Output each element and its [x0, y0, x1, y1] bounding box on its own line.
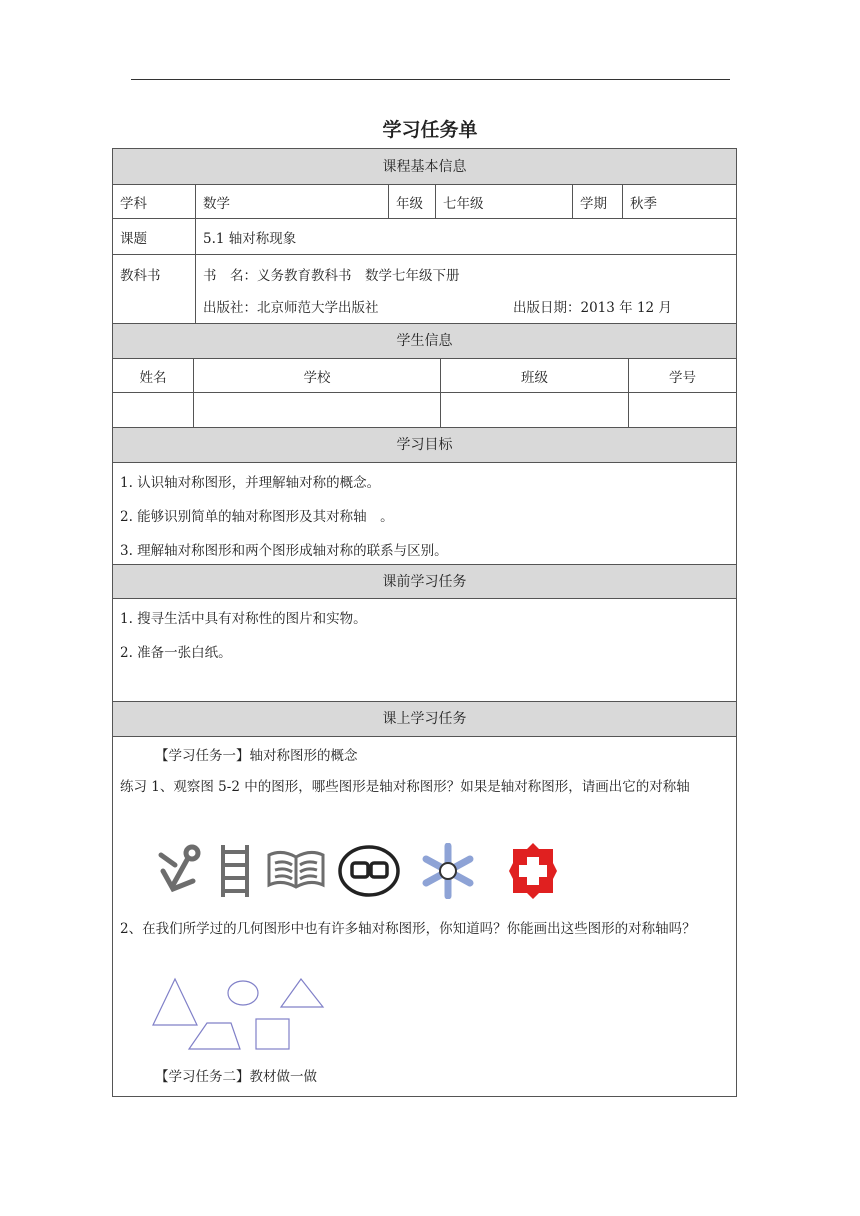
textbook-publish-date: 出版日期：2013 年 12 月 — [513, 300, 672, 316]
pre-class-header-text: 课前学习任务 — [382, 574, 467, 590]
red-cross-icon — [509, 843, 557, 899]
open-book-icon — [269, 852, 323, 887]
topic-label: 课题 — [113, 219, 196, 254]
pre-class-header — [113, 565, 736, 599]
column-student-id: 学号 — [669, 369, 696, 386]
student-info-header-text: 学生信息 — [396, 333, 453, 349]
symmetry-figures — [157, 843, 557, 899]
course-info-header — [113, 149, 736, 185]
subject-value: 数学 — [196, 185, 389, 218]
trapezoid-shape — [189, 1023, 240, 1049]
school-field[interactable] — [194, 393, 441, 427]
grade-value: 七年级 — [436, 185, 573, 218]
exercise1-text: 练习 1、观察图 5-2 中的图形，哪些图形是轴对称图形？如果是轴对称图形，请画出它的对称轴 — [120, 779, 690, 795]
subject-row — [113, 185, 736, 219]
textbook-publisher: 出版社：北京师范大学出版社 — [203, 300, 379, 316]
student-info-header — [113, 324, 736, 359]
term-value: 秋季 — [630, 195, 657, 212]
student-columns-row — [113, 359, 736, 393]
in-class-body — [113, 737, 736, 1096]
objective-item: 3. 理解轴对称图形和两个图形成轴对称的联系与区别。 — [120, 543, 448, 559]
student-input-row — [113, 393, 736, 428]
small-triangle-shape — [281, 979, 323, 1007]
page-title: 学习任务单 — [382, 119, 478, 141]
textbook-name: 书 名：义务教育教科书 数学七年级下册 — [203, 268, 460, 284]
pre-class-item: 1. 搜寻生活中具有对称性的图片和实物。 — [120, 611, 367, 627]
anchor-icon — [161, 847, 198, 889]
subject-label: 学科 — [113, 185, 196, 218]
course-info-header-text: 课程基本信息 — [382, 159, 467, 175]
objectives-body — [113, 463, 736, 565]
ellipse-shape — [228, 981, 258, 1005]
column-school: 学校 — [194, 359, 441, 392]
textbook-row — [113, 255, 736, 324]
ladder-icon — [223, 845, 247, 897]
student-id-field[interactable] — [629, 393, 736, 427]
column-class: 班级 — [441, 359, 629, 392]
textbook-label: 教科书 — [113, 255, 196, 323]
square-shape — [256, 1019, 289, 1049]
header-rule — [131, 79, 730, 80]
triangle-shape — [153, 979, 197, 1025]
objective-item: 2. 能够识别简单的轴对称图形及其对称轴 。 — [120, 509, 394, 525]
name-field[interactable] — [113, 393, 194, 427]
in-class-header — [113, 702, 736, 737]
pre-class-body — [113, 599, 736, 702]
in-class-header-text: 课上学习任务 — [382, 711, 467, 727]
geometric-shapes — [151, 977, 331, 1057]
topic-value: 5.1 轴对称现象 — [203, 230, 297, 247]
task1-heading: 【学习任务一】轴对称图形的概念 — [155, 748, 358, 764]
objective-item: 1. 认识轴对称图形，并理解轴对称的概念。 — [120, 475, 381, 491]
snowflake-icon — [426, 846, 470, 896]
coin-icon — [340, 847, 398, 895]
exercise2-text: 2、在我们所学过的几何图形中也有许多轴对称图形，你知道吗？你能画出这些图形的对称轴吗？ — [120, 921, 696, 937]
objectives-header — [113, 428, 736, 463]
task-sheet-table — [112, 148, 737, 1097]
class-field[interactable] — [441, 393, 629, 427]
objectives-header-text: 学习目标 — [396, 437, 453, 453]
term-label: 学期 — [573, 185, 623, 218]
grade-label: 年级 — [389, 185, 436, 218]
task2-heading: 【学习任务二】教材做一做 — [155, 1069, 317, 1085]
topic-row — [113, 219, 736, 255]
pre-class-item: 2. 准备一张白纸。 — [120, 645, 232, 661]
column-name: 姓名 — [113, 359, 194, 392]
